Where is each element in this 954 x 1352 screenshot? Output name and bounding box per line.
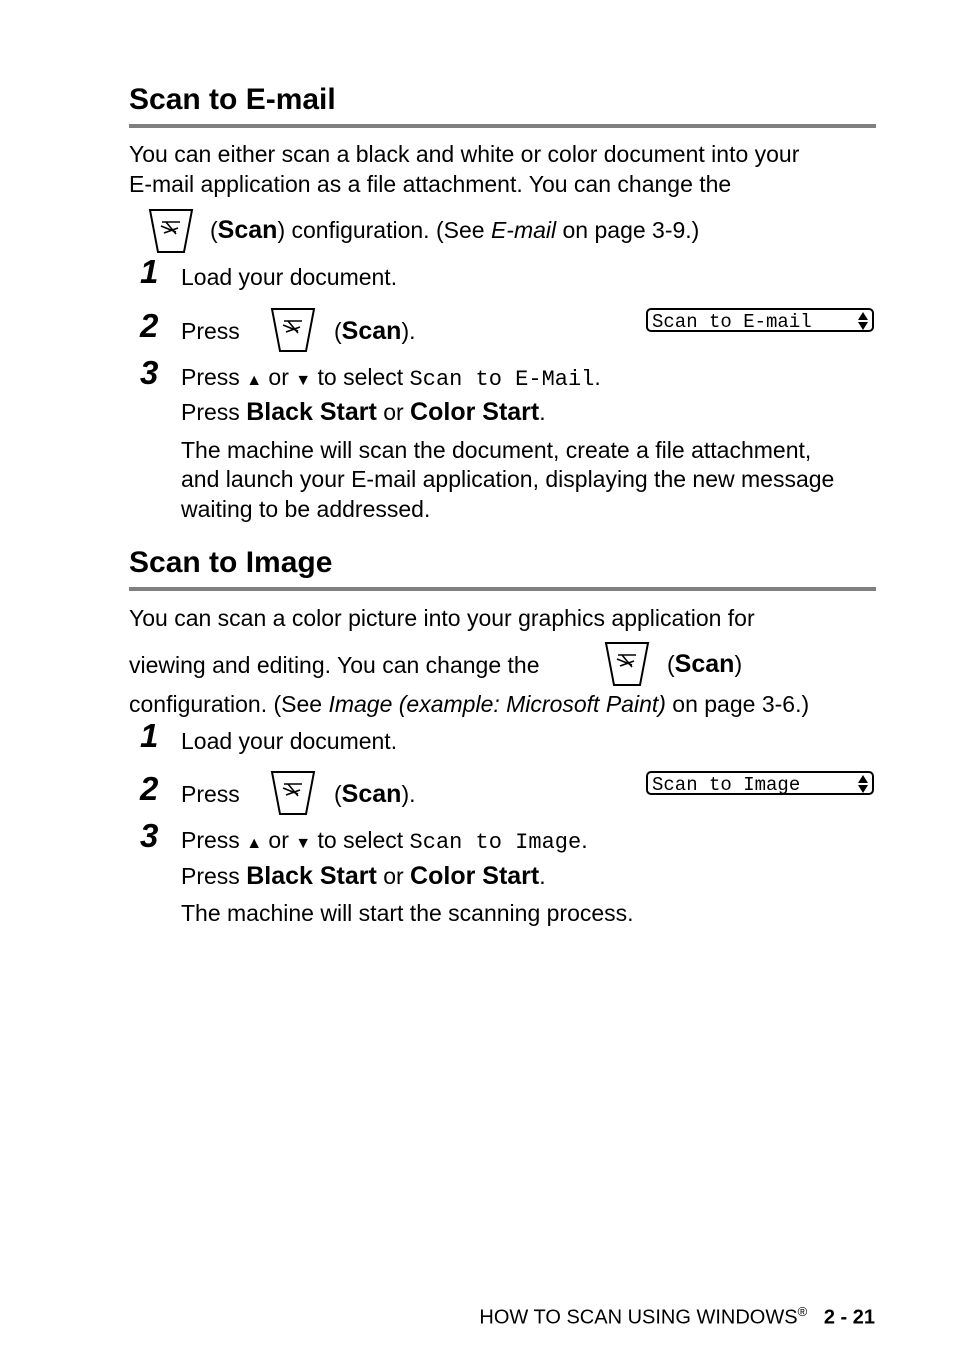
- lcd-text: Scan to E-mail: [652, 311, 812, 333]
- color-start-label: Color Start: [410, 398, 540, 426]
- section-rule: [129, 124, 876, 128]
- step-text: Press: [181, 827, 240, 853]
- registered-mark: ®: [797, 1304, 808, 1319]
- step-number: 1: [140, 717, 159, 754]
- step-text: Load your document.: [181, 728, 398, 754]
- step-text: or: [268, 364, 289, 390]
- page-number: 2 - 21: [823, 1306, 875, 1329]
- step-text: or: [383, 399, 404, 425]
- lcd-display: [646, 771, 874, 795]
- step-text: or: [383, 863, 404, 889]
- section-title-scan-to-image: Scan to Image: [129, 546, 333, 579]
- step-text: Press ▲ or ▼ to select Scan to E-Mail.: [181, 364, 601, 392]
- scan-label: Scan: [341, 780, 402, 808]
- black-start-label: Black Start: [246, 862, 377, 890]
- reference-link: Image (example: Microsoft Paint): [328, 691, 666, 717]
- step-text: Load your document.: [181, 264, 398, 290]
- step-description: waiting to be addressed.: [181, 496, 431, 522]
- intro-text: on page 3-9.): [556, 217, 700, 243]
- step-text: Press: [181, 399, 240, 425]
- black-start-label: Black Start: [246, 398, 377, 426]
- scan-key-icon: [270, 307, 316, 358]
- scan-label: Scan: [341, 317, 402, 345]
- scan-key-icon: [270, 770, 316, 821]
- step-text: or: [268, 827, 289, 853]
- scan-label: Scan: [217, 216, 278, 244]
- step-text: (Scan).: [334, 780, 416, 808]
- intro-line: You can scan a color picture into your graphics application for: [129, 605, 755, 631]
- section-title-scan-to-email: Scan to E-mail: [129, 83, 336, 116]
- scan-key-icon: [148, 208, 194, 259]
- intro-line: [129, 689, 809, 719]
- step-text: Press Black Start or Color Start.: [181, 398, 546, 426]
- step-text: to select: [317, 827, 404, 853]
- step-description: The machine will scan the document, create a file attachment,: [181, 437, 812, 463]
- step-number: 2: [140, 770, 159, 807]
- step-number: 2: [140, 307, 159, 344]
- reference-link: E-mail: [490, 217, 557, 243]
- step-text: Press: [181, 364, 240, 390]
- intro-text: ) configuration. (See: [277, 217, 491, 243]
- lcd-text: Scan to Image: [652, 774, 801, 796]
- intro-line: You can either scan a black and white or color document into your: [129, 141, 800, 167]
- step-text: Press: [181, 863, 240, 889]
- down-arrow-icon: ▼: [295, 835, 312, 852]
- menu-option: Scan to E-Mail: [409, 367, 595, 392]
- scan-label: Scan: [674, 650, 735, 678]
- footer-chapter: HOW TO SCAN USING WINDOWS: [479, 1306, 798, 1329]
- menu-option: Scan to Image: [409, 830, 582, 855]
- color-start-label: Color Start: [410, 862, 540, 890]
- scan-key-icon: [604, 641, 650, 692]
- intro-text: configuration. (See: [129, 691, 329, 717]
- step-text: Press: [181, 781, 240, 807]
- page-footer: [479, 1300, 875, 1330]
- step-text: Press ▲ or ▼ to select Scan to Image.: [181, 827, 588, 855]
- section-rule: [129, 587, 876, 591]
- down-arrow-icon: ▼: [295, 372, 312, 389]
- step-number: 3: [140, 354, 159, 391]
- step-text: to select: [317, 364, 404, 390]
- up-arrow-icon: ▲: [246, 372, 263, 389]
- step-text: (Scan).: [334, 317, 416, 345]
- step-number: 1: [140, 253, 159, 290]
- intro-text: on page 3-6.): [665, 691, 810, 717]
- step-description: and launch your E-mail application, displaying the new message: [181, 466, 835, 492]
- intro-line: (Scan) configuration. (See E-mail on page 3-9.): [210, 216, 700, 244]
- step-description: The machine will start the scanning process.: [181, 900, 634, 926]
- step-text: Press Black Start or Color Start.: [181, 862, 546, 890]
- intro-line: viewing and editing. You can change the: [129, 652, 540, 678]
- step-text: Press: [181, 318, 240, 344]
- intro-line: E-mail application as a file attachment. You can change the: [129, 171, 732, 197]
- up-down-arrows-icon: [857, 774, 869, 794]
- intro-line: (Scan): [667, 650, 743, 678]
- up-arrow-icon: ▲: [246, 835, 263, 852]
- up-down-arrows-icon: [857, 311, 869, 331]
- step-number: 3: [140, 817, 159, 854]
- lcd-display: [646, 308, 874, 332]
